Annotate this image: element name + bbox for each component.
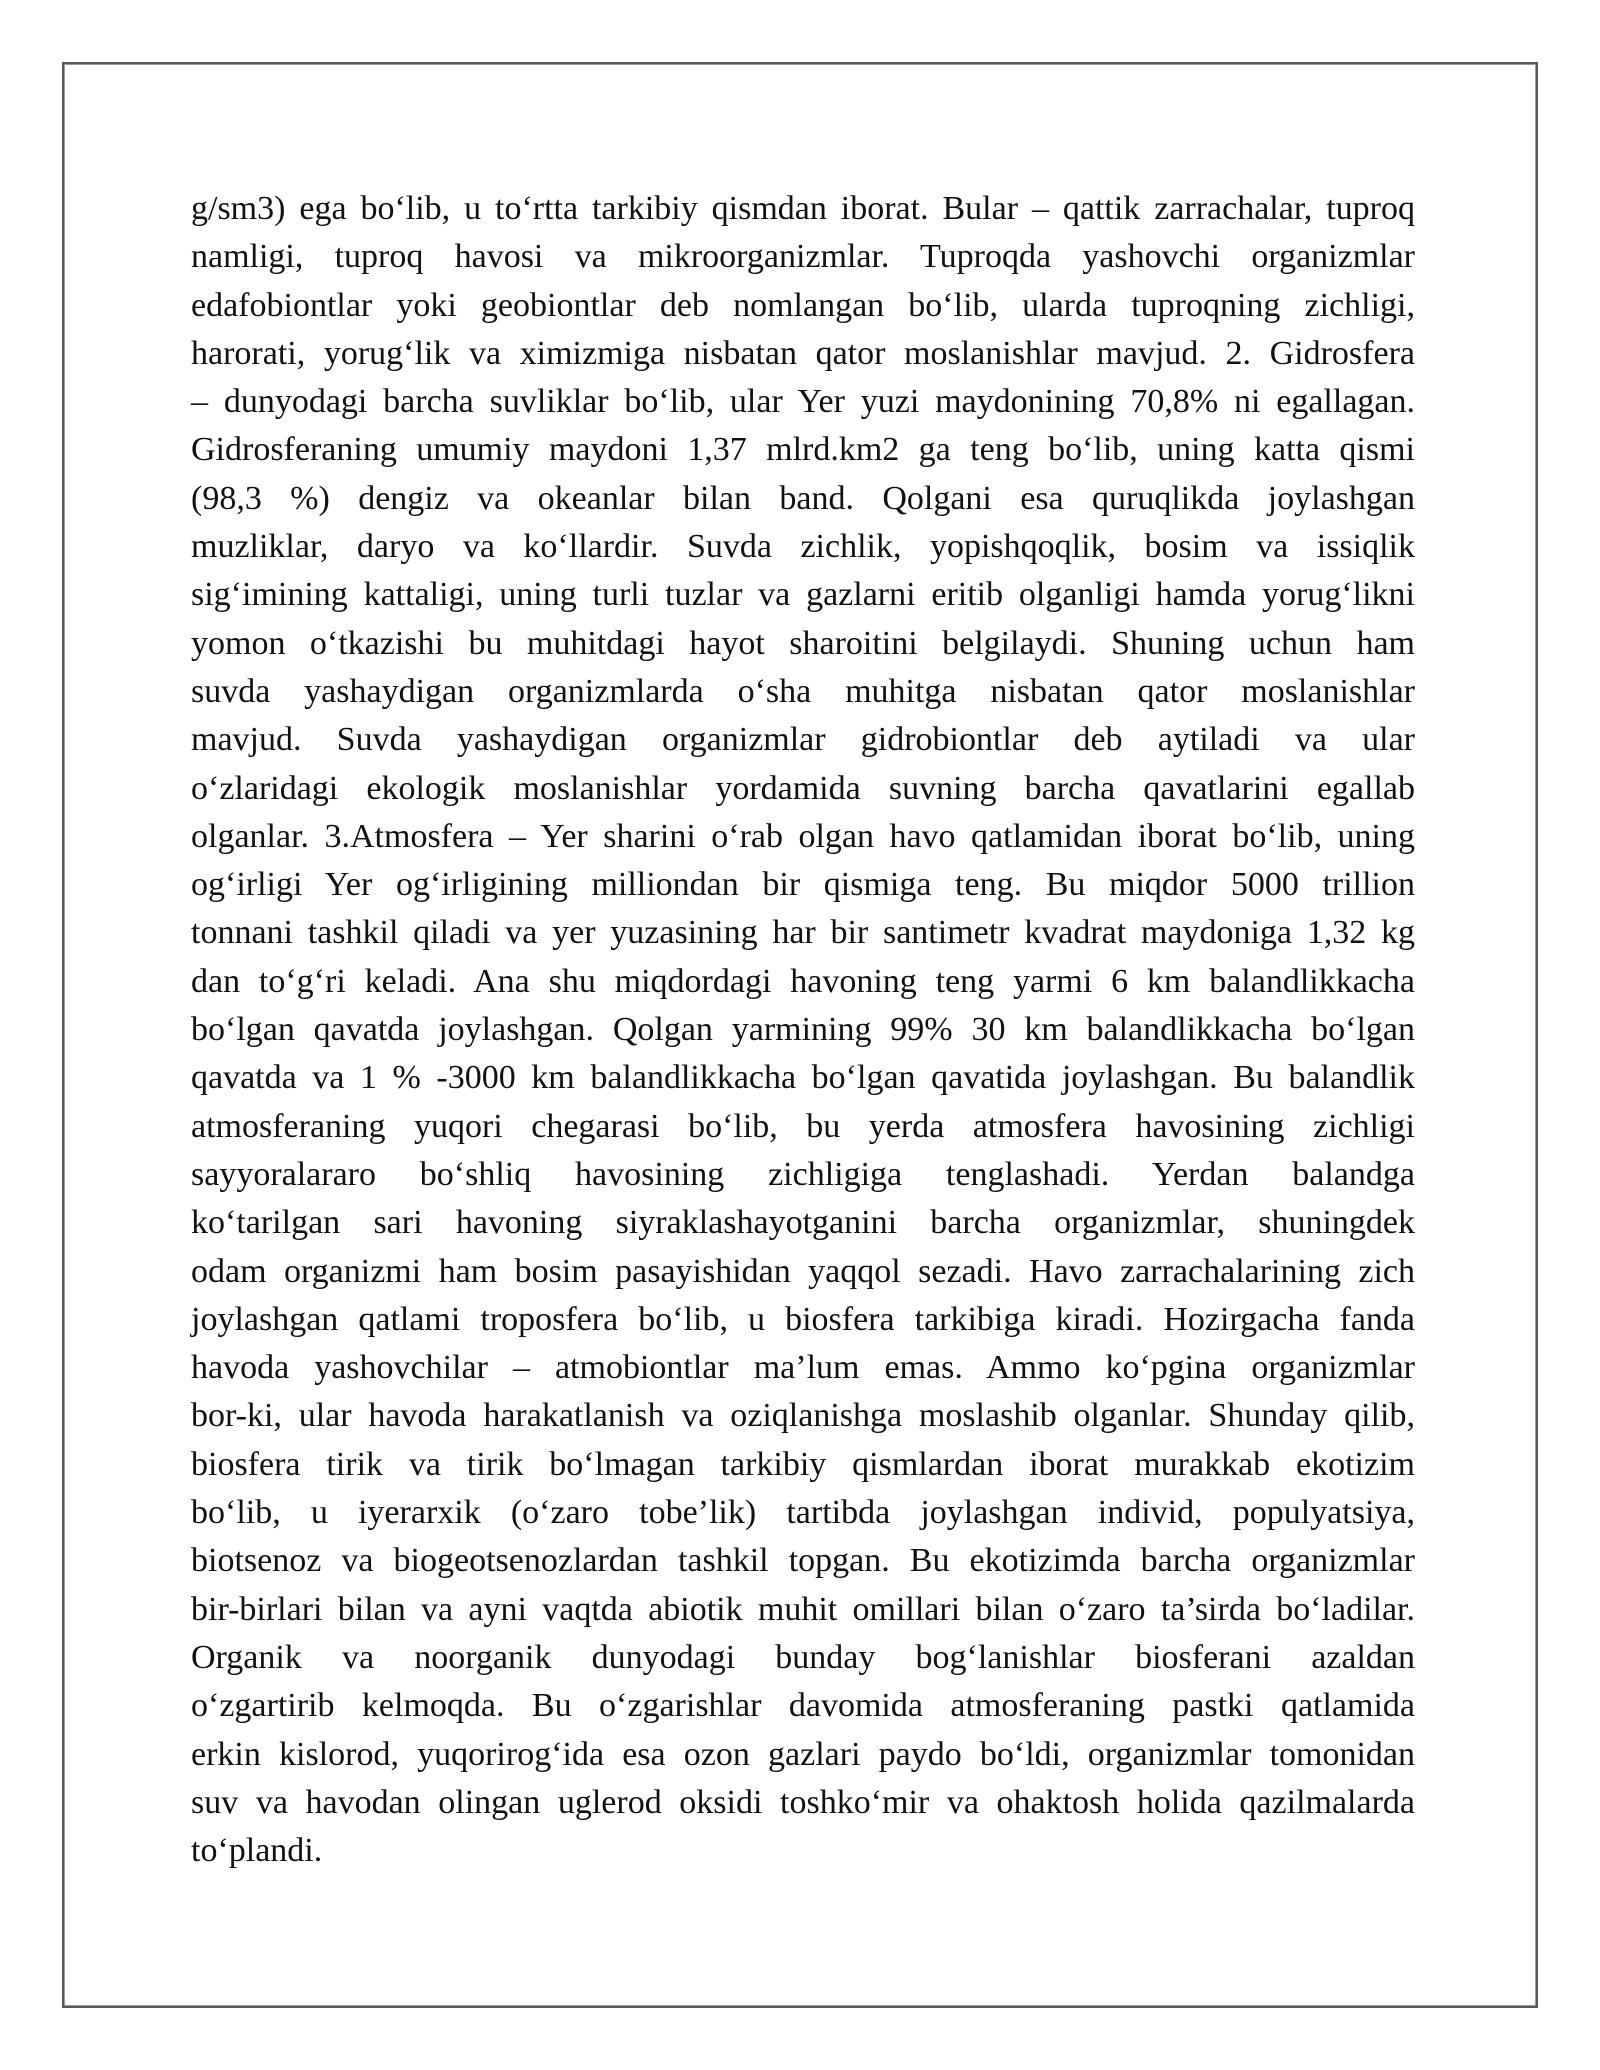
text-line: atmosferaning yuqori chegarasi bo‘lib, bu yerda atmosfera havosining zichligi <box>191 1107 1415 1145</box>
text-line: o‘zgartirib kelmoqda. Bu o‘zgarishlar davomida atmosferaning pastki qatlamida <box>191 1687 1415 1725</box>
text-line: edafobiontlar yoki geobiontlar deb nomlangan bo‘lib, ularda tuproqning zichligi, <box>191 286 1415 324</box>
text-line: sayyoralararo bo‘shliq havosining zichligiga tenglashadi. Yerdan balandga <box>191 1155 1415 1193</box>
text-line: erkin kislorod, yuqorirog‘ida esa ozon gazlari paydo bo‘ldi, organizmlar tomonidan <box>191 1735 1415 1773</box>
text-line: bo‘lib, u iyerarxik (o‘zaro tobe’lik) tartibda joylashgan individ, populyatsiya, <box>191 1494 1415 1532</box>
text-line: Gidrosferaning umumiy maydoni 1,37 mlrd.km2 ga teng bo‘lib, uning katta qismi <box>191 431 1415 469</box>
text-line: muzliklar, daryo va ko‘llardir. Suvda zichlik, yopishqoqlik, bosim va issiqlik <box>191 528 1415 566</box>
text-line: bo‘lgan qavatda joylashgan. Qolgan yarmining 99% 30 km balandlikkacha bo‘lgan <box>191 1011 1415 1049</box>
text-line: harorati, yorug‘lik va ximizmiga nisbatan qator moslanishlar mavjud. 2. Gidrosfera <box>191 334 1415 372</box>
text-line: og‘irligi Yer og‘irligining milliondan bir qismiga teng. Bu miqdor 5000 trillion <box>191 866 1415 904</box>
text-line: to‘plandi. <box>191 1832 323 1870</box>
text-line: suv va havodan olingan uglerod oksidi toshko‘mir va ohaktosh holida qazilmalarda <box>191 1783 1415 1821</box>
page-frame <box>62 62 1538 2008</box>
text-line: sig‘imining kattaligi, uning turli tuzlar va gazlarni eritib olganligi hamda yorug‘likni <box>191 576 1415 614</box>
text-line: suvda yashaydigan organizmlarda o‘sha muhitga nisbatan qator moslanishlar <box>191 672 1415 710</box>
text-line: namligi, tuproq havosi va mikroorganizmlar. Tuproqda yashovchi organizmlar <box>191 238 1415 276</box>
text-line: qavatda va 1 % -3000 km balandlikkacha bo‘lgan qavatida joylashgan. Bu balandlik <box>191 1059 1415 1097</box>
text-line: joylashgan qatlami troposfera bo‘lib, u biosfera tarkibiga kiradi. Hozirgacha fanda <box>191 1300 1415 1338</box>
text-line: dan to‘g‘ri keladi. Ana shu miqdordagi havoning teng yarmi 6 km balandlikkacha <box>191 962 1415 1000</box>
text-line: o‘zlaridagi ekologik moslanishlar yordamida suvning barcha qavatlarini egallab <box>191 769 1415 807</box>
text-line: – dunyodagi barcha suvliklar bo‘lib, ular Yer yuzi maydonining 70,8% ni egallagan. <box>191 383 1415 421</box>
text-line: bor-ki, ular havoda harakatlanish va oziqlanishga moslashib olganlar. Shunday qilib, <box>191 1397 1415 1435</box>
text-line: g/sm3) ega bo‘lib, u to‘rtta tarkibiy qismdan iborat. Bular – qattik zarrachalar, tuproq <box>191 190 1415 227</box>
text-line: biotsenoz va biogeotsenozlardan tashkil topgan. Bu ekotizimda barcha organizmlar <box>191 1542 1415 1580</box>
text-line: tonnani tashkil qiladi va yer yuzasining har bir santimetr kvadrat maydoniga 1,32 kg <box>191 914 1415 952</box>
text-line: Organik va noorganik dunyodagi bunday bog‘lanishlar biosferani azaldan <box>191 1638 1415 1676</box>
text-line: yomon o‘tkazishi bu muhitdagi hayot sharoitini belgilaydi. Shuning uchun ham <box>191 624 1415 662</box>
text-line: biosfera tirik va tirik bo‘lmagan tarkibiy qismlardan iborat murakkab ekotizim <box>191 1445 1415 1483</box>
text-line: ko‘tarilgan sari havoning siyraklashayotganini barcha organizmlar, shuningdek <box>191 1204 1415 1242</box>
text-line: havoda yashovchilar – atmobiontlar ma’lum emas. Ammo ko‘pgina organizmlar <box>191 1349 1415 1387</box>
text-line: odam organizmi ham bosim pasayishidan yaqqol sezadi. Havo zarrachalarining zich <box>191 1252 1415 1290</box>
text-line: bir-birlari bilan va ayni vaqtda abiotik muhit omillari bilan o‘zaro ta’sirda bo‘ladilar. <box>191 1590 1415 1628</box>
text-line: mavjud. Suvda yashaydigan organizmlar gidrobiontlar deb aytiladi va ular <box>191 721 1415 759</box>
body-text <box>191 185 1415 1875</box>
text-line: olganlar. 3.Atmosfera – Yer sharini o‘rab olgan havo qatlamidan iborat bo‘lib, uning <box>191 817 1415 855</box>
text-line: (98,3 %) dengiz va okeanlar bilan band. Qolgani esa quruqlikda joylashgan <box>191 479 1415 517</box>
